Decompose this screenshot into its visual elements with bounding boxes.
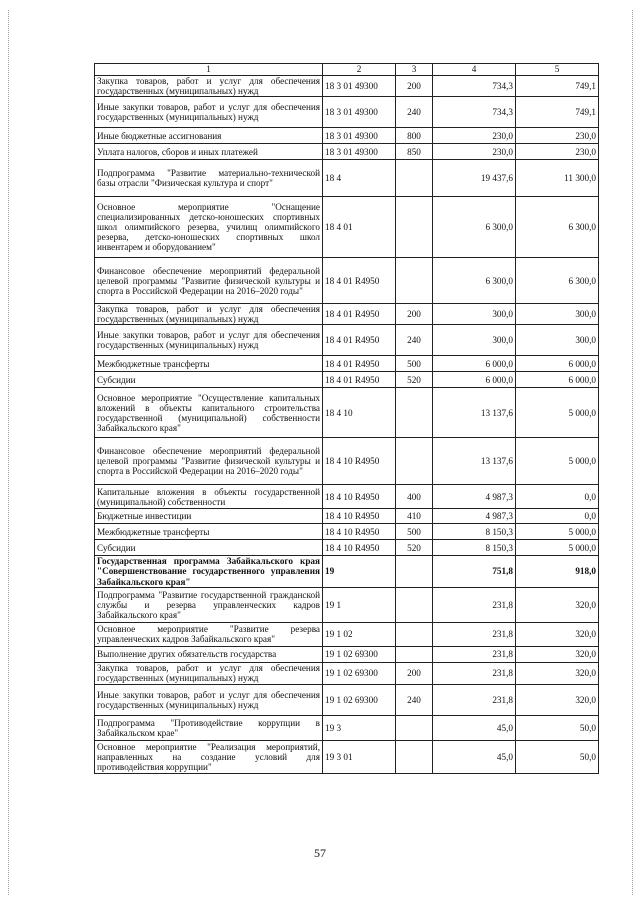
row-value-1: 4 987,3 <box>433 485 516 509</box>
row-value-2: 5 000,0 <box>516 524 599 540</box>
row-value-2: 320,0 <box>516 622 599 646</box>
table-row <box>95 356 599 372</box>
row-name: Подпрограмма "Развитие материально-технической базы отрасли "Физическая культура и спорт" <box>95 160 323 197</box>
row-value-1: 6 000,0 <box>433 372 516 388</box>
table-row <box>95 715 599 740</box>
row-code: 18 4 10 R4950 <box>323 438 396 485</box>
table-row <box>95 258 599 304</box>
row-value-1: 8 150,3 <box>433 524 516 540</box>
row-group <box>396 388 433 438</box>
table-header-row <box>95 64 599 76</box>
table-row <box>95 325 599 356</box>
row-name: Межбюджетные трансферты <box>95 356 323 372</box>
row-value-2: 918,0 <box>516 556 599 587</box>
table-row <box>95 684 599 715</box>
row-value-2: 6 000,0 <box>516 356 599 372</box>
row-name: Основное мероприятие "Реализация мероприятий, направленных на создание условий для противодействия коррупции" <box>95 740 323 773</box>
row-value-2: 5 000,0 <box>516 438 599 485</box>
row-group: 240 <box>396 325 433 356</box>
row-group: 240 <box>396 684 433 715</box>
budget-table <box>94 63 599 774</box>
row-value-1: 231,8 <box>433 684 516 715</box>
row-code: 18 4 10 R4950 <box>323 540 396 556</box>
table-row <box>95 509 599 524</box>
row-name: Иные бюджетные ассигнования <box>95 128 323 144</box>
row-code: 18 3 01 49300 <box>323 76 396 97</box>
row-value-2: 749,1 <box>516 97 599 128</box>
row-value-2: 50,0 <box>516 740 599 773</box>
row-name: Выполнение других обязательств государства <box>95 646 323 662</box>
row-group: 410 <box>396 509 433 524</box>
row-group: 200 <box>396 662 433 684</box>
row-name: Основное мероприятие "Осуществление капитальных вложений в объекты капитального строительства государственной (муниципальной) собственности Забайкальского края" <box>95 388 323 438</box>
row-group <box>396 258 433 304</box>
table-row <box>95 388 599 438</box>
row-group <box>396 197 433 258</box>
row-value-1: 45,0 <box>433 740 516 773</box>
row-code: 18 4 01 R4950 <box>323 325 396 356</box>
row-value-1: 6 300,0 <box>433 258 516 304</box>
row-group <box>396 587 433 622</box>
table-row <box>95 646 599 662</box>
row-name: Субсидии <box>95 372 323 388</box>
row-code: 18 4 10 <box>323 388 396 438</box>
table-row <box>95 438 599 485</box>
row-name: Уплата налогов, сборов и иных платежей <box>95 144 323 160</box>
row-group: 800 <box>396 128 433 144</box>
row-group: 500 <box>396 356 433 372</box>
row-group: 200 <box>396 76 433 97</box>
table-row <box>95 524 599 540</box>
table-row <box>95 97 599 128</box>
row-value-2: 230,0 <box>516 128 599 144</box>
row-value-1: 8 150,3 <box>433 540 516 556</box>
row-group: 200 <box>396 304 433 325</box>
row-value-1: 231,8 <box>433 662 516 684</box>
row-name: Финансовое обеспечение мероприятий федеральной целевой программы "Развитие физической культуры и спорта в Российской Федерации на 2016–2020 годы" <box>95 438 323 485</box>
row-code: 19 1 02 69300 <box>323 646 396 662</box>
table-row <box>95 622 599 646</box>
row-group: 520 <box>396 372 433 388</box>
row-value-1: 231,8 <box>433 587 516 622</box>
row-code: 19 1 02 69300 <box>323 662 396 684</box>
row-value-2: 749,1 <box>516 76 599 97</box>
row-code: 18 4 01 R4950 <box>323 356 396 372</box>
row-value-2: 6 000,0 <box>516 372 599 388</box>
row-name: Финансовое обеспечение мероприятий федеральной целевой программы "Развитие физической культуры и спорта в Российской Федерации на 2016–2020 годы" <box>95 258 323 304</box>
header-col-2: 2 <box>323 64 396 76</box>
header-col-5: 5 <box>516 64 599 76</box>
row-group: 520 <box>396 540 433 556</box>
table-body <box>95 76 599 774</box>
table-row <box>95 740 599 773</box>
table-row <box>95 556 599 587</box>
row-code: 19 3 <box>323 715 396 740</box>
row-code: 18 4 10 R4950 <box>323 524 396 540</box>
row-value-2: 5 000,0 <box>516 388 599 438</box>
row-name: Капитальные вложения в объекты государственной (муниципальной) собственности <box>95 485 323 509</box>
row-group <box>396 438 433 485</box>
row-value-2: 5 000,0 <box>516 540 599 556</box>
row-value-2: 11 300,0 <box>516 160 599 197</box>
row-value-2: 230,0 <box>516 144 599 160</box>
row-value-1: 230,0 <box>433 144 516 160</box>
row-code: 19 1 <box>323 587 396 622</box>
table-row <box>95 372 599 388</box>
scan-edge-right <box>632 10 633 895</box>
row-code: 18 4 01 R4950 <box>323 258 396 304</box>
row-value-1: 300,0 <box>433 304 516 325</box>
row-value-1: 45,0 <box>433 715 516 740</box>
row-code: 18 4 01 R4950 <box>323 304 396 325</box>
row-code: 18 4 10 R4950 <box>323 485 396 509</box>
table-row <box>95 587 599 622</box>
row-value-2: 6 300,0 <box>516 258 599 304</box>
row-value-1: 13 137,6 <box>433 388 516 438</box>
row-code: 18 4 01 R4950 <box>323 372 396 388</box>
row-value-1: 4 987,3 <box>433 509 516 524</box>
row-code: 19 1 02 69300 <box>323 684 396 715</box>
row-group <box>396 622 433 646</box>
table-row <box>95 485 599 509</box>
row-code: 18 3 01 49300 <box>323 128 396 144</box>
header-col-1: 1 <box>95 64 323 76</box>
table-row <box>95 128 599 144</box>
table-row <box>95 304 599 325</box>
row-code: 19 <box>323 556 396 587</box>
row-code: 19 3 01 <box>323 740 396 773</box>
row-name: Иные закупки товаров, работ и услуг для обеспечения государственных (муниципальных) нужд <box>95 684 323 715</box>
row-group <box>396 556 433 587</box>
row-value-1: 13 137,6 <box>433 438 516 485</box>
row-value-1: 6 000,0 <box>433 356 516 372</box>
row-value-2: 50,0 <box>516 715 599 740</box>
row-value-1: 734,3 <box>433 97 516 128</box>
row-value-2: 0,0 <box>516 485 599 509</box>
row-value-1: 19 437,6 <box>433 160 516 197</box>
row-group: 240 <box>396 97 433 128</box>
row-group <box>396 160 433 197</box>
row-group: 500 <box>396 524 433 540</box>
row-name: Основное мероприятие "Развитие резерва управленческих кадров Забайкальского края" <box>95 622 323 646</box>
row-code: 19 1 02 <box>323 622 396 646</box>
row-group <box>396 715 433 740</box>
row-value-1: 231,8 <box>433 622 516 646</box>
row-name: Межбюджетные трансферты <box>95 524 323 540</box>
row-value-2: 0,0 <box>516 509 599 524</box>
row-code: 18 3 01 49300 <box>323 144 396 160</box>
row-value-2: 320,0 <box>516 662 599 684</box>
row-value-1: 230,0 <box>433 128 516 144</box>
row-name: Субсидии <box>95 540 323 556</box>
row-value-2: 300,0 <box>516 304 599 325</box>
row-code: 18 4 <box>323 160 396 197</box>
row-value-1: 6 300,0 <box>433 197 516 258</box>
row-name: Государственная программа Забайкальского края "Совершенствование государственного управления Забайкальского края" <box>95 556 323 587</box>
table-row <box>95 76 599 97</box>
row-value-1: 231,8 <box>433 646 516 662</box>
row-group <box>396 646 433 662</box>
row-value-2: 6 300,0 <box>516 197 599 258</box>
row-value-1: 734,3 <box>433 76 516 97</box>
table-row <box>95 160 599 197</box>
row-name: Иные закупки товаров, работ и услуг для обеспечения государственных (муниципальных) нужд <box>95 325 323 356</box>
row-group: 850 <box>396 144 433 160</box>
table-row <box>95 662 599 684</box>
row-group <box>396 740 433 773</box>
row-name: Закупка товаров, работ и услуг для обеспечения государственных (муниципальных) нужд <box>95 662 323 684</box>
row-value-2: 320,0 <box>516 587 599 622</box>
table-row <box>95 540 599 556</box>
row-value-2: 320,0 <box>516 684 599 715</box>
row-code: 18 3 01 49300 <box>323 97 396 128</box>
row-value-2: 320,0 <box>516 646 599 662</box>
row-group: 400 <box>396 485 433 509</box>
row-value-1: 300,0 <box>433 325 516 356</box>
page-number: 57 <box>314 846 326 860</box>
row-name: Иные закупки товаров, работ и услуг для обеспечения государственных (муниципальных) нужд <box>95 97 323 128</box>
row-name: Закупка товаров, работ и услуг для обеспечения государственных (муниципальных) нужд <box>95 304 323 325</box>
row-name: Закупка товаров, работ и услуг для обеспечения государственных (муниципальных) нужд <box>95 76 323 97</box>
row-name: Основное мероприятие "Оснащение специализированных детско-юношеских спортивных школ олимпийского резерва, училищ олимпийского резерва, детско-юношеских спортивных школ инвентарем и оборудованием" <box>95 197 323 258</box>
row-name: Подпрограмма "Противодействие коррупции в Забайкальском крае" <box>95 715 323 740</box>
row-code: 18 4 01 <box>323 197 396 258</box>
table-row <box>95 197 599 258</box>
scan-edge-left <box>8 10 9 895</box>
table-row <box>95 144 599 160</box>
row-value-1: 751,8 <box>433 556 516 587</box>
row-name: Подпрограмма "Развитие государственной гражданской службы и резерва управленческих кадров Забайкальского края" <box>95 587 323 622</box>
header-col-3: 3 <box>396 64 433 76</box>
row-name: Бюджетные инвестиции <box>95 509 323 524</box>
row-code: 18 4 10 R4950 <box>323 509 396 524</box>
header-col-4: 4 <box>433 64 516 76</box>
row-value-2: 300,0 <box>516 325 599 356</box>
